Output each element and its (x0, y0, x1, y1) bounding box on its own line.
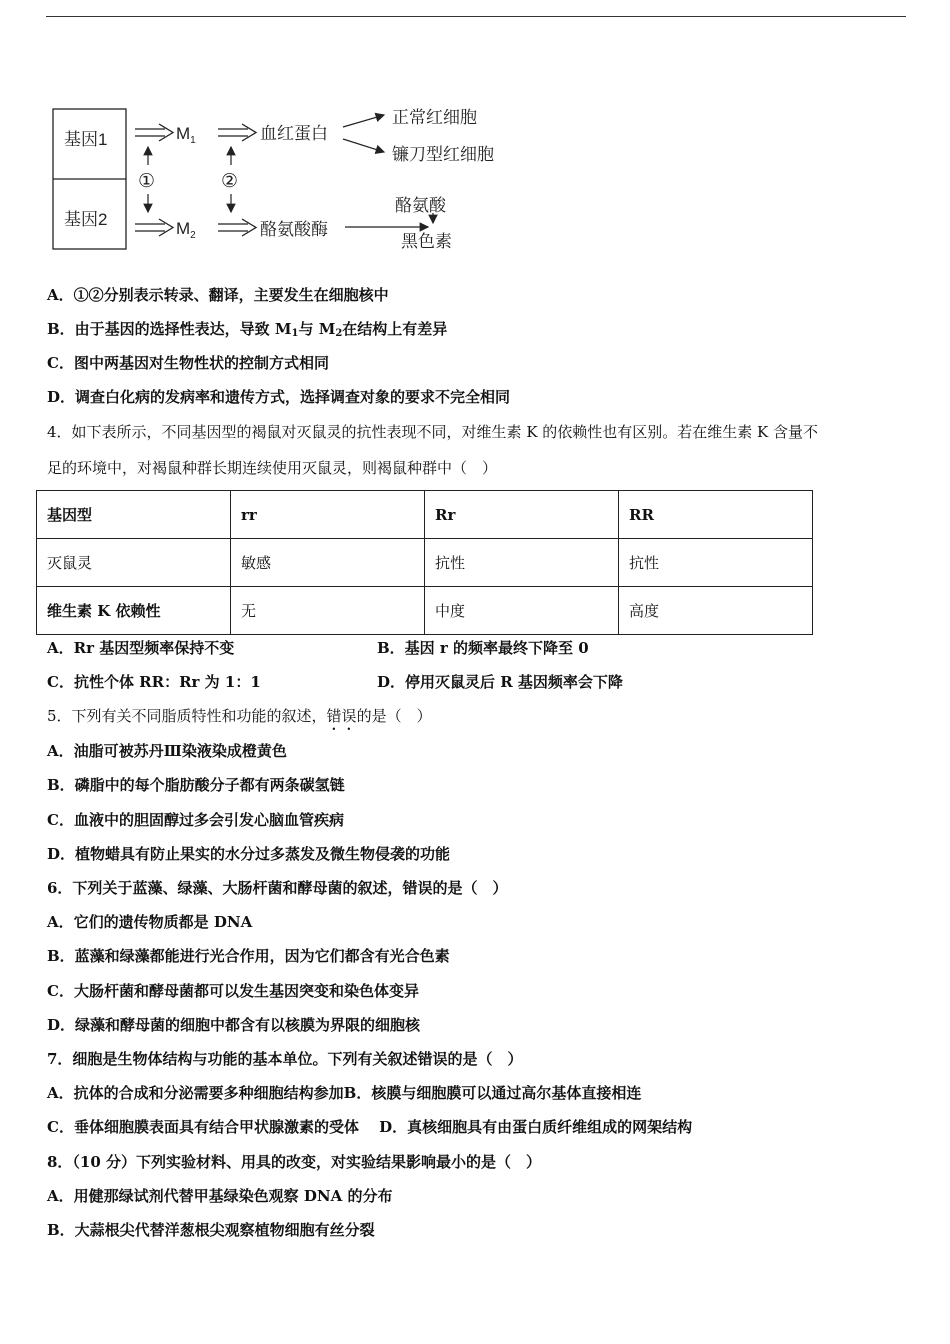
table-cell: 维生素 K 依赖性 (37, 587, 231, 635)
table-cell: 基因型 (37, 491, 231, 539)
table-cell: 抗性 (619, 539, 813, 587)
normal-rbc-label: 正常红细胞 (392, 108, 477, 127)
table-cell: 灭鼠灵 (37, 539, 231, 587)
q8-stem: 8．（10 分）下列实验材料、用具的改变，对实验结果影响最小的是（ ） (47, 1153, 542, 1171)
table-cell: rr (231, 491, 425, 539)
q6-option-d: D．绿藻和酵母菌的细胞中都含有以核膜为界限的细胞核 (47, 1016, 421, 1034)
q3-option-d: D．调查白化病的发病率和遗传方式，选择调查对象的要求不完全相同 (47, 388, 511, 406)
m1-label: $M_1$ (176, 124, 196, 146)
q4-option-b: B．基因 r 的频率最终下降至 0 (377, 639, 589, 657)
gene1-label: 基因1 (64, 130, 108, 149)
arrow-to-sickle (343, 139, 384, 152)
table-row (37, 491, 813, 539)
q3-option-c: C．图中两基因对生物性状的控制方式相同 (47, 354, 329, 372)
q5-option-d: D．植物蜡具有防止果实的水分过多蒸发及微生物侵袭的功能 (47, 845, 451, 863)
table-cell: 中度 (425, 587, 619, 635)
hemoglobin-label: 血红蛋白 (260, 124, 328, 143)
q7-stem: 7．细胞是生物体结构与功能的基本单位。下列有关叙述错误的是（ ） (47, 1050, 523, 1068)
q6-option-a: A．它们的遗传物质都是 DNA (47, 913, 253, 931)
tyrosine-label: 酪氨酸 (395, 196, 446, 215)
table-cell: 无 (231, 587, 425, 635)
q3-option-b: B．由于基因的选择性表达，导致 $M_1$与 $M_2$在结构上有差异 (47, 320, 448, 339)
q6-option-c: C．大肠杆菌和酵母菌都可以发生基因突变和染色体变异 (47, 982, 419, 1000)
q4-option-d: D．停用灭鼠灵后 R 基因频率会下降 (377, 673, 623, 691)
table-cell: 敏感 (231, 539, 425, 587)
q4-stem-line2: 足的环境中，对褐鼠种群长期连续使用灭鼠灵，则褐鼠种群中（ ） (47, 459, 498, 477)
gene2-label: 基因2 (64, 210, 108, 229)
step2-label: ② (221, 171, 239, 192)
q4-stem-line1: 4．如下表所示，不同基因型的褐鼠对灭鼠灵的抗性表现不同，对维生素 K 的依赖性也有区别。若在维生素 K 含量不 (47, 423, 819, 441)
q3-option-a: A．①②分别表示转录、翻译，主要发生在细胞核中 (47, 286, 389, 304)
table-cell: RR (619, 491, 813, 539)
table-row (37, 587, 813, 635)
arrow-to-normal (343, 115, 384, 127)
q4-option-a: A．Rr 基因型频率保持不变 (47, 639, 235, 657)
m2-label: $M_2$ (176, 219, 196, 241)
melanin-label: 黑色素 (401, 232, 452, 251)
vertical-arrow-icon (148, 147, 231, 212)
table-cell: 抗性 (425, 539, 619, 587)
q5-option-a: A．油脂可被苏丹Ⅲ染液染成橙黄色 (47, 742, 287, 760)
q6-stem: 6．下列关于蓝藻、绿藻、大肠杆菌和酵母菌的叙述，错误的是（ ） (47, 879, 508, 897)
table-cell: 高度 (619, 587, 813, 635)
step1-label: ① (138, 171, 156, 192)
q4-option-c: C．抗性个体 RR：Rr 为 1：1 (47, 673, 261, 691)
genotype-table (36, 490, 813, 635)
q5-stem: 5．下列有关不同脂质特性和功能的叙述，错误的是（ ） (47, 707, 432, 725)
tyrosinase-label: 酪氨酸酶 (260, 220, 328, 239)
q8-option-a: A．用健那绿试剂代替甲基绿染色观察 DNA 的分布 (47, 1187, 393, 1205)
sickle-rbc-label: 镰刀型红细胞 (392, 145, 494, 164)
table-row (37, 539, 813, 587)
q7-options-ab: A．抗体的合成和分泌需要多种细胞结构参加B．核膜与细胞膜可以通过高尔基体直接相连 (47, 1084, 642, 1102)
q5-option-c: C．血液中的胆固醇过多会引发心脑血管疾病 (47, 811, 344, 829)
q8-option-b: B．大蒜根尖代替洋葱根尖观察植物细胞有丝分裂 (47, 1221, 375, 1239)
q7-options-cd: C．垂体细胞膜表面具有结合甲状腺激素的受体 D．真核细胞具有由蛋白质纤维组成的网架结构 (47, 1118, 693, 1136)
gene-expression-diagram (40, 95, 540, 265)
header-rule (46, 16, 906, 17)
q6-option-b: B．蓝藻和绿藻都能进行光合作用，因为它们都含有光合色素 (47, 947, 450, 965)
q5-option-b: B．磷脂中的每个脂肪酸分子都有两条碳氢链 (47, 776, 345, 794)
table-cell: Rr (425, 491, 619, 539)
